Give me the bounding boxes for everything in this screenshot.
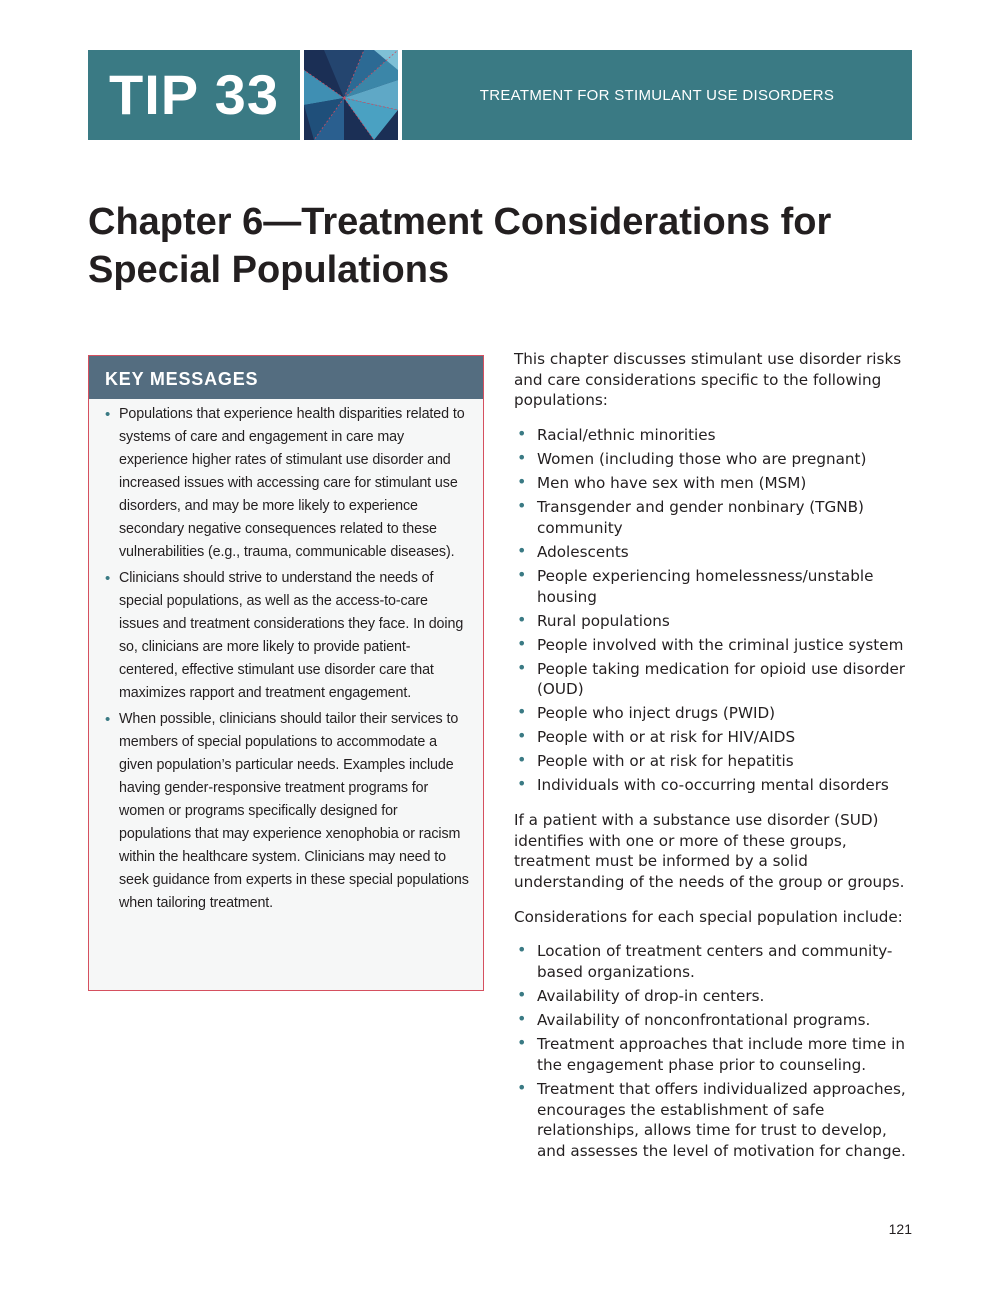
tip-label: TIP 33 <box>88 50 300 140</box>
main-text-column <box>514 349 914 1176</box>
list-item: • Availability of nonconfrontational programs. <box>517 1009 871 1030</box>
bullet-icon: • <box>517 540 527 560</box>
list-item: • People with or at risk for HIV/AIDS <box>517 726 796 747</box>
bullet-icon: • <box>105 570 111 587</box>
bullet-icon: • <box>517 633 527 653</box>
chapter-title: Chapter 6—Treatment Considerations for Special Populations <box>88 201 832 291</box>
list-item: • Rural populations <box>517 609 670 630</box>
sud-paragraph: If a patient with a substance use disorder (SUD) identifies with one or more of these groups, treatment must be informed by a solid understanding of the needs of the group or groups. <box>514 810 905 892</box>
list-item: • Adolescents <box>517 540 629 561</box>
intro-paragraph: This chapter discusses stimulant use disorder risks and care considerations specific to the following populations: <box>514 350 902 410</box>
key-message-item: • Clinicians should strive to understand the needs of special populations, as well as the access-to-care issues and treatment considerations they face. In doing so, clinicians are more likely to provide patient-centered, effective stimulant use disorder care that maximizes rapport and treatment engagement. <box>119 567 469 705</box>
key-messages-heading: KEY MESSAGES <box>89 356 483 399</box>
bullet-icon: • <box>517 657 527 677</box>
key-messages-box <box>88 355 484 991</box>
list-item: • Treatment that offers individualized approaches, encourages the establishment of safe relationships, allows time for trust to develop, and assesses the level of motivation for change. <box>517 1077 906 1160</box>
series-title-bar <box>402 50 912 140</box>
list-item: • Availability of drop-in centers. <box>517 985 765 1006</box>
list-item: • Individuals with co-occurring mental disorders <box>517 774 889 795</box>
bullet-icon: • <box>517 985 527 1005</box>
key-message-item: • When possible, clinicians should tailor their services to members of special populations to accommodate a given population’s particular needs. Examples include having gender-responsive treatment programs for women or programs specifically designed for populations that may experience xenophobia or racism within the healthcare system. Clinicians may need to seek guidance from experts in these special populations when tailoring treatment. <box>119 708 469 915</box>
bullet-icon: • <box>517 496 527 516</box>
bullet-icon: • <box>517 1077 527 1097</box>
bullet-icon: • <box>517 750 527 770</box>
list-item: • Men who have sex with men (MSM) <box>517 472 807 493</box>
bullet-icon: • <box>517 448 527 468</box>
considerations-list <box>514 941 914 1161</box>
decorative-star-art <box>304 50 398 140</box>
bullet-icon: • <box>517 1033 527 1053</box>
key-message-item: • Populations that experience health disparities related to systems of care and engagement in care may experience higher rates of stimulant use disorder and increased issues with accessing care for stimulant use disorders, and may be more likely to experience secondary negative consequences related to these vulnerabilities (e.g., trauma, communicable diseases). <box>119 403 469 564</box>
list-item: • Location of treatment centers and community-based organizations. <box>517 940 893 982</box>
bullet-icon: • <box>105 406 111 423</box>
bullet-icon: • <box>517 564 527 584</box>
bullet-icon: • <box>517 424 527 444</box>
page-number: 121 <box>888 1221 912 1237</box>
bullet-icon: • <box>517 774 527 794</box>
list-item: • Women (including those who are pregnant) <box>517 448 867 469</box>
list-item: • Treatment approaches that include more time in the engagement phase prior to counseling. <box>517 1033 905 1074</box>
list-item: • Racial/ethnic minorities <box>517 424 716 445</box>
list-item: • People involved with the criminal justice system <box>517 633 904 654</box>
list-item: • People taking medication for opioid use disorder (OUD) <box>517 657 906 699</box>
list-item: • People experiencing homelessness/unstable housing <box>517 564 874 606</box>
bullet-icon: • <box>517 940 527 960</box>
bullet-icon: • <box>517 702 527 722</box>
considerations-intro: Considerations for each special population include: <box>514 907 903 926</box>
bullet-icon: • <box>517 609 527 629</box>
list-item: • Transgender and gender nonbinary (TGNB) community <box>517 496 864 537</box>
bullet-icon: • <box>517 1009 527 1029</box>
list-item: • People who inject drugs (PWID) <box>517 702 776 723</box>
populations-list <box>514 425 914 796</box>
list-item: • People with or at risk for hepatitis <box>517 750 794 771</box>
bullet-icon: • <box>517 726 527 746</box>
bullet-icon: • <box>517 472 527 492</box>
series-title: TREATMENT FOR STIMULANT USE DISORDERS <box>479 86 835 104</box>
bullet-icon: • <box>105 711 111 728</box>
key-messages-list <box>89 399 483 915</box>
